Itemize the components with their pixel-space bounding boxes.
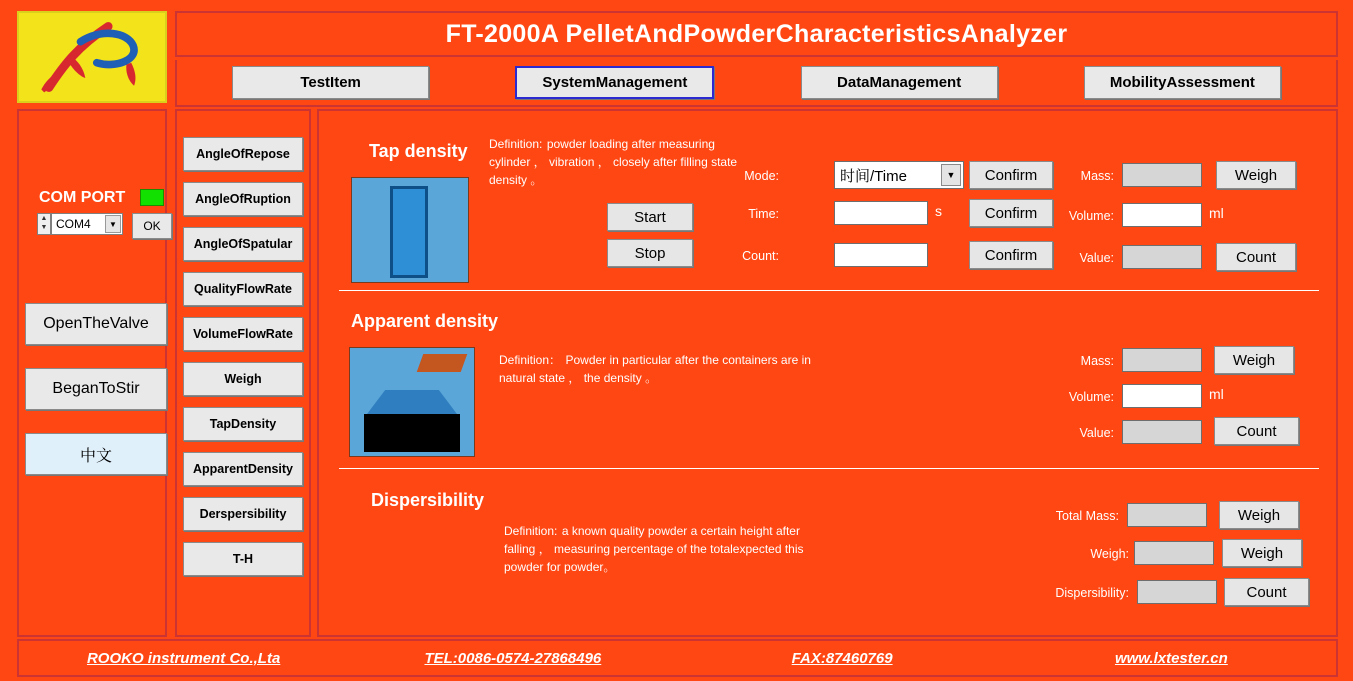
tap-density-illustration [351, 177, 469, 283]
dispersibility-total-mass-weigh-button[interactable]: Weigh [1219, 501, 1299, 529]
dispersibility-title: Dispersibility [371, 490, 485, 510]
begin-stir-button[interactable]: BeganToStir [25, 368, 167, 410]
apparent-value-output [1122, 420, 1202, 444]
app-title-bar [175, 11, 1338, 57]
tap-density-definition-text: powder loading after measuring cylinder ， vibration ， closely after filling state density 。 [489, 137, 738, 187]
tap-value-output [1122, 245, 1202, 269]
dispersibility-result-label: Dispersibility: [1055, 586, 1129, 600]
dispersibility-total-mass-label: Total Mass: [1055, 509, 1119, 523]
menu-item-angle-of-repose[interactable]: AngleOfRepose [183, 137, 303, 171]
menu-item-quality-flow-rate[interactable]: QualityFlowRate [183, 272, 303, 306]
com-port-selector-group [37, 213, 123, 235]
com-port-select[interactable] [51, 213, 123, 235]
dispersibility-weigh-button[interactable]: Weigh [1222, 539, 1302, 567]
tap-count-confirm-button[interactable]: Confirm [969, 241, 1053, 269]
tap-mode-value: 时间/Time [840, 167, 907, 185]
chevron-down-icon[interactable]: ▼ [941, 164, 961, 186]
com-port-value: COM4 [56, 217, 91, 231]
tap-count-input[interactable] [834, 243, 928, 267]
tap-stop-button[interactable]: Stop [607, 239, 693, 267]
company-logo [17, 11, 167, 103]
divider-2 [339, 468, 1319, 469]
apparent-volume-label: Volume: [1068, 390, 1114, 404]
com-port-label: COM PORT [39, 189, 126, 206]
tap-mass-value [1122, 163, 1202, 187]
main-navigation [175, 60, 1338, 107]
tap-mode-select[interactable] [834, 161, 964, 189]
footer-bar [17, 639, 1338, 677]
tap-volume-input[interactable] [1122, 203, 1202, 227]
menu-item-weigh[interactable]: Weigh [183, 362, 303, 396]
dispersibility-definition [504, 522, 834, 576]
tap-start-button[interactable]: Start [607, 203, 693, 231]
menu-item-apparent-density[interactable]: ApparentDensity [183, 452, 303, 486]
dispersibility-definition-text: a known quality powder a certain height after falling ， measuring percentage of the totalexpected this powder for powder。 [504, 524, 804, 574]
main-content [317, 109, 1338, 637]
language-toggle-button[interactable]: 中文 [25, 433, 167, 475]
tap-time-label: Time: [748, 207, 779, 221]
tap-count-label: Count: [742, 249, 779, 263]
tap-mode-confirm-button[interactable]: Confirm [969, 161, 1053, 189]
tap-time-unit: s [935, 203, 942, 219]
apparent-mass-weigh-button[interactable]: Weigh [1214, 346, 1294, 374]
tap-time-confirm-button[interactable]: Confirm [969, 199, 1053, 227]
footer-fax: FAX:87460769 [791, 649, 893, 667]
device-control-panel [17, 109, 167, 637]
tab-systemmanagement[interactable]: SystemManagement [515, 66, 714, 99]
apparent-count-button[interactable]: Count [1214, 417, 1299, 445]
apparent-volume-input[interactable] [1122, 384, 1202, 408]
tab-testitem[interactable]: TestItem [232, 66, 429, 99]
apparent-volume-unit: ml [1209, 386, 1224, 402]
tap-mass-weigh-button[interactable]: Weigh [1216, 161, 1296, 189]
dispersibility-count-button[interactable]: Count [1224, 578, 1309, 606]
tap-density-definition-label: Definition: [489, 137, 543, 151]
logo-graphic [19, 13, 165, 101]
tap-volume-unit: ml [1209, 205, 1224, 221]
com-status-indicator [140, 189, 164, 206]
tab-datamanagement[interactable]: DataManagement [801, 66, 998, 99]
menu-item-volume-flow-rate[interactable]: VolumeFlowRate [183, 317, 303, 351]
dispersibility-definition-label: Definition: [504, 524, 558, 538]
apparent-density-illustration [349, 347, 475, 457]
footer-website[interactable]: www.lxtester.cn [1114, 649, 1228, 667]
tap-density-title: Tap density [369, 141, 468, 161]
test-item-menu [175, 109, 311, 637]
menu-item-angle-of-spatular[interactable]: AngleOfSpatular [183, 227, 303, 261]
tap-count-button[interactable]: Count [1216, 243, 1296, 271]
tap-mode-label: Mode: [744, 169, 779, 183]
open-valve-button[interactable]: OpenTheValve [25, 303, 167, 345]
com-ok-button[interactable]: OK [132, 213, 172, 239]
menu-item-t-h[interactable]: T-H [183, 542, 303, 576]
apparent-density-definition-label: Definition： [499, 353, 562, 367]
apparent-value-label: Value: [1079, 426, 1114, 440]
menu-item-derspersibility[interactable]: Derspersibility [183, 497, 303, 531]
dispersibility-weigh-label: Weigh: [1090, 547, 1129, 561]
apparent-mass-label: Mass: [1080, 354, 1114, 368]
page-title: FT-2000A PelletAndPowderCharacteristicsAnalyzer [445, 19, 1068, 48]
apparent-density-definition [499, 351, 819, 387]
tap-value-label: Value: [1079, 251, 1114, 265]
menu-item-tap-density[interactable]: TapDensity [183, 407, 303, 441]
tap-time-input[interactable] [834, 201, 928, 225]
tap-volume-label: Volume: [1068, 209, 1114, 223]
divider-1 [339, 290, 1319, 291]
tab-mobilityassessment[interactable]: MobilityAssessment [1084, 66, 1281, 99]
menu-item-angle-of-ruption[interactable]: AngleOfRuption [183, 182, 303, 216]
dispersibility-result-value [1137, 580, 1217, 604]
com-port-spinner[interactable]: ▲ ▼ [37, 213, 51, 235]
apparent-density-title: Apparent density [351, 311, 499, 331]
footer-tel: TEL:0086-0574-27868496 [424, 649, 602, 667]
dispersibility-total-mass-value [1127, 503, 1207, 527]
footer-company: ROOKO instrument Co.,Lta [86, 649, 281, 667]
tap-mass-label: Mass: [1080, 169, 1114, 183]
chevron-down-icon[interactable]: ▼ [105, 215, 121, 233]
dispersibility-weigh-value [1134, 541, 1214, 565]
apparent-density-definition-text: Powder in particular after the containers are in natural state ， the density 。 [499, 353, 811, 385]
apparent-mass-value [1122, 348, 1202, 372]
